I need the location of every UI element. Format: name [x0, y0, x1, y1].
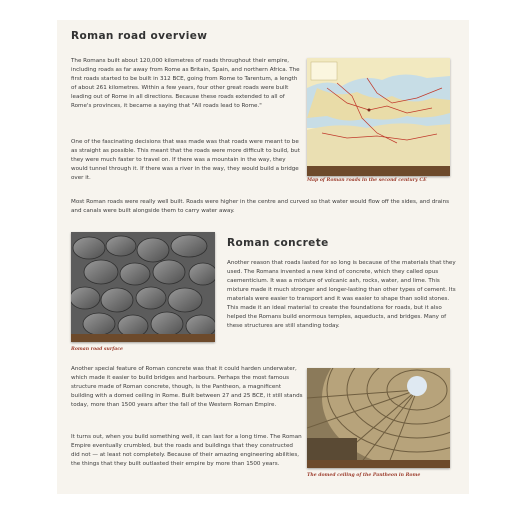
- paragraph-underwater-pantheon: Another special feature of Roman concrete was that it could harden underwater, which made it easier to build bridges and harbours. Perhaps the most famous structure made of Roman concrete, though, is the Pantheon, a magnificent building with a domed ceiling in Rome. Built between 27 and 25 BCE, it still stands today, more than 1500 years after the fall of the Western Roman Empire.: [71, 366, 303, 408]
- article-page: [57, 20, 469, 494]
- pantheon-caption: The domed ceiling of the Pantheon in Rome: [307, 473, 421, 478]
- page-title: Roman road overview: [71, 30, 208, 42]
- paragraph-roads-well-built: Most Roman roads were really well built. Roads were higher in the centre and curved so that water would flow off the sides, and drains and canals were built alongside them to carry water away.: [71, 199, 450, 214]
- paragraph-straight-roads: One of the fascinating decisions that was made was that roads were meant to be as straight as possible. This meant that the roads were more difficult to build, but they were much faster to travel on. If there was a mountain in the way, they would tunnel through it. If there was a river in the way, they would build a bridge over it.: [71, 139, 300, 181]
- road-surface-caption: Roman road surface: [71, 347, 123, 352]
- paragraph-roman-concrete: Another reason that roads lasted for so long is because of the materials that they used. The Romans invented a new kind of concrete, which they called opus caementicium. It was a mixture of volcanic ash, rocks, water, and lime. This mixture made it much stronger and longer-lasting than other types of cement. Its materials were easier to transport and it was easier to shape than solid stones. This made it an ideal material to create the foundations for roads, but it also helped the Romans build enormous temples, aqueducts, and bridges. Many of these structures are still standing today.: [227, 260, 456, 329]
- paragraph-long-lasting: It turns out, when you build something well, it can last for a long time. The Roman Empire eventually crumbled, but the roads and buildings that they constructed did not — at least not completely. Because of their amazing engineering abilities, the things that they built outlasted their empire by more than 1500 years.: [71, 434, 302, 467]
- pantheon-ceiling-image: [307, 368, 450, 468]
- paragraph-intro: The Romans built about 120,000 kilometres of roads throughout their empire, including roads as far away from Rome as Britain, Spain, and northern Africa. The first roads started to be built in 312 BCE, going from Rome to Tarentum, a length of about 261 kilometres. Within a few years, four other great roads were built leading out of Rome in all directions. Because these roads extended to all of Rome's provinces, it became a saying that "All roads lead to Rome.": [71, 58, 300, 109]
- map-caption: Map of Roman roads in the second century CE: [307, 178, 427, 183]
- section-title-roman-concrete: Roman concrete: [227, 237, 329, 249]
- roman-roads-map-image: [307, 58, 450, 176]
- roman-road-surface-image: [71, 232, 215, 342]
